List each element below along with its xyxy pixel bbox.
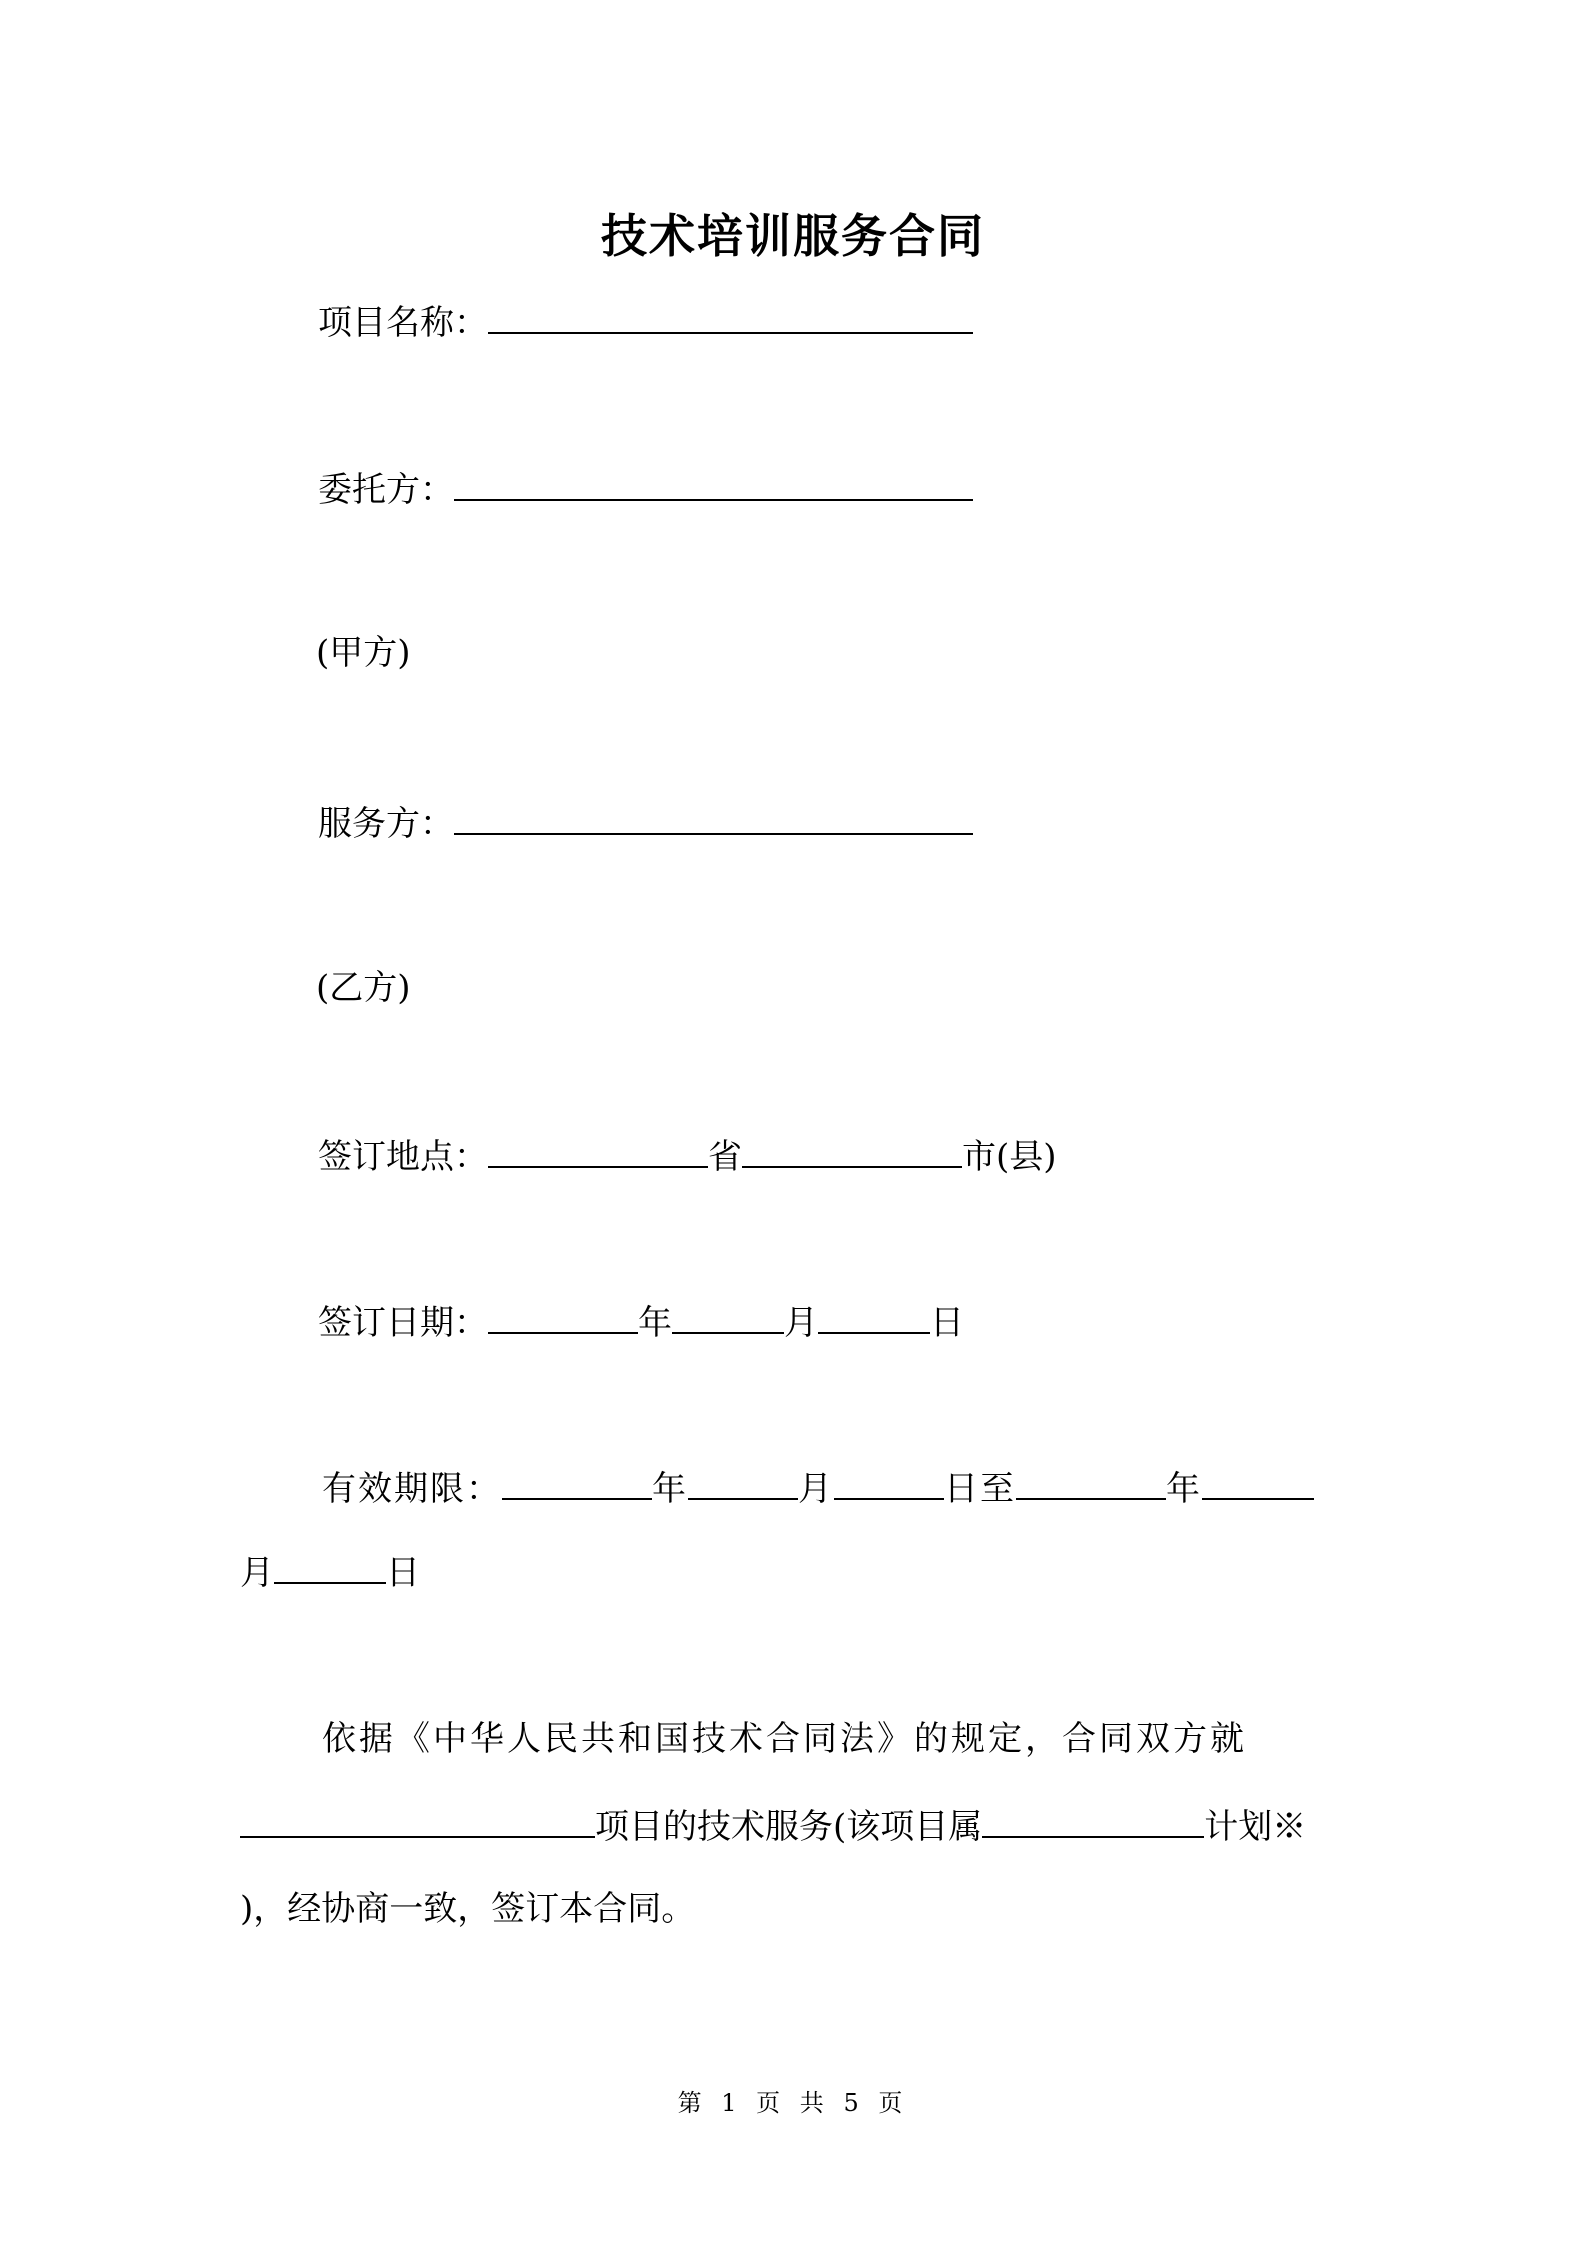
provider-row — [318, 797, 973, 847]
city-blank[interactable] — [742, 1130, 962, 1168]
signing-month-blank[interactable] — [672, 1296, 784, 1334]
validity-start-day-blank[interactable] — [834, 1462, 944, 1500]
signing-place-label: 签订地点： — [318, 1137, 488, 1177]
party-a-note: (甲方) — [316, 633, 411, 673]
day-to-label: 日至 — [944, 1469, 1016, 1509]
province-blank[interactable] — [488, 1130, 708, 1168]
signing-date-row — [318, 1296, 964, 1346]
month-label: 月 — [784, 1303, 818, 1343]
body-line-2 — [240, 1800, 1306, 1850]
city-county-label: 市(县) — [962, 1137, 1057, 1177]
page-footer: 第 1 页 共 5 页 — [677, 2089, 909, 2117]
provider-label: 服务方： — [318, 804, 454, 844]
signing-place-row — [318, 1130, 1057, 1180]
year-label: 年 — [638, 1303, 672, 1343]
plan-blank[interactable] — [982, 1800, 1204, 1838]
validity-end-year-blank[interactable] — [1016, 1462, 1166, 1500]
validity-start-year-blank[interactable] — [502, 1462, 652, 1500]
validity-end-day-blank[interactable] — [274, 1546, 386, 1584]
client-blank[interactable] — [454, 463, 973, 501]
month-label: 月 — [798, 1469, 834, 1509]
body-line-1: 依据《中华人民共和国技术合同法》的规定，合同双方就 — [322, 1719, 1247, 1759]
year-label: 年 — [652, 1469, 688, 1509]
validity-row-continued — [240, 1546, 420, 1596]
day-label: 日 — [386, 1553, 420, 1593]
signing-year-blank[interactable] — [488, 1296, 638, 1334]
province-label: 省 — [708, 1137, 742, 1177]
project-blank[interactable] — [240, 1800, 595, 1838]
client-row — [318, 463, 973, 513]
client-label: 委托方： — [318, 470, 454, 510]
document-title: 技术培训服务合同 — [601, 209, 985, 263]
provider-blank[interactable] — [454, 797, 973, 835]
body-line-3: )，经协商一致，签订本合同。 — [240, 1889, 696, 1929]
validity-start-month-blank[interactable] — [688, 1462, 798, 1500]
project-name-row — [318, 296, 973, 346]
validity-label: 有效期限： — [322, 1469, 502, 1509]
year-label: 年 — [1166, 1469, 1202, 1509]
month-label: 月 — [240, 1553, 274, 1593]
day-label: 日 — [930, 1303, 964, 1343]
validity-row — [322, 1462, 1314, 1512]
project-name-label: 项目名称： — [318, 303, 488, 343]
party-b-note: (乙方) — [316, 968, 411, 1008]
validity-end-month-blank[interactable] — [1202, 1462, 1314, 1500]
body-line-2-text-a: 项目的技术服务(该项目属 — [595, 1807, 983, 1847]
signing-date-label: 签订日期： — [318, 1303, 488, 1343]
signing-day-blank[interactable] — [818, 1296, 930, 1334]
body-line-2-text-b: 计划※ — [1204, 1807, 1307, 1847]
project-name-blank[interactable] — [488, 296, 973, 334]
